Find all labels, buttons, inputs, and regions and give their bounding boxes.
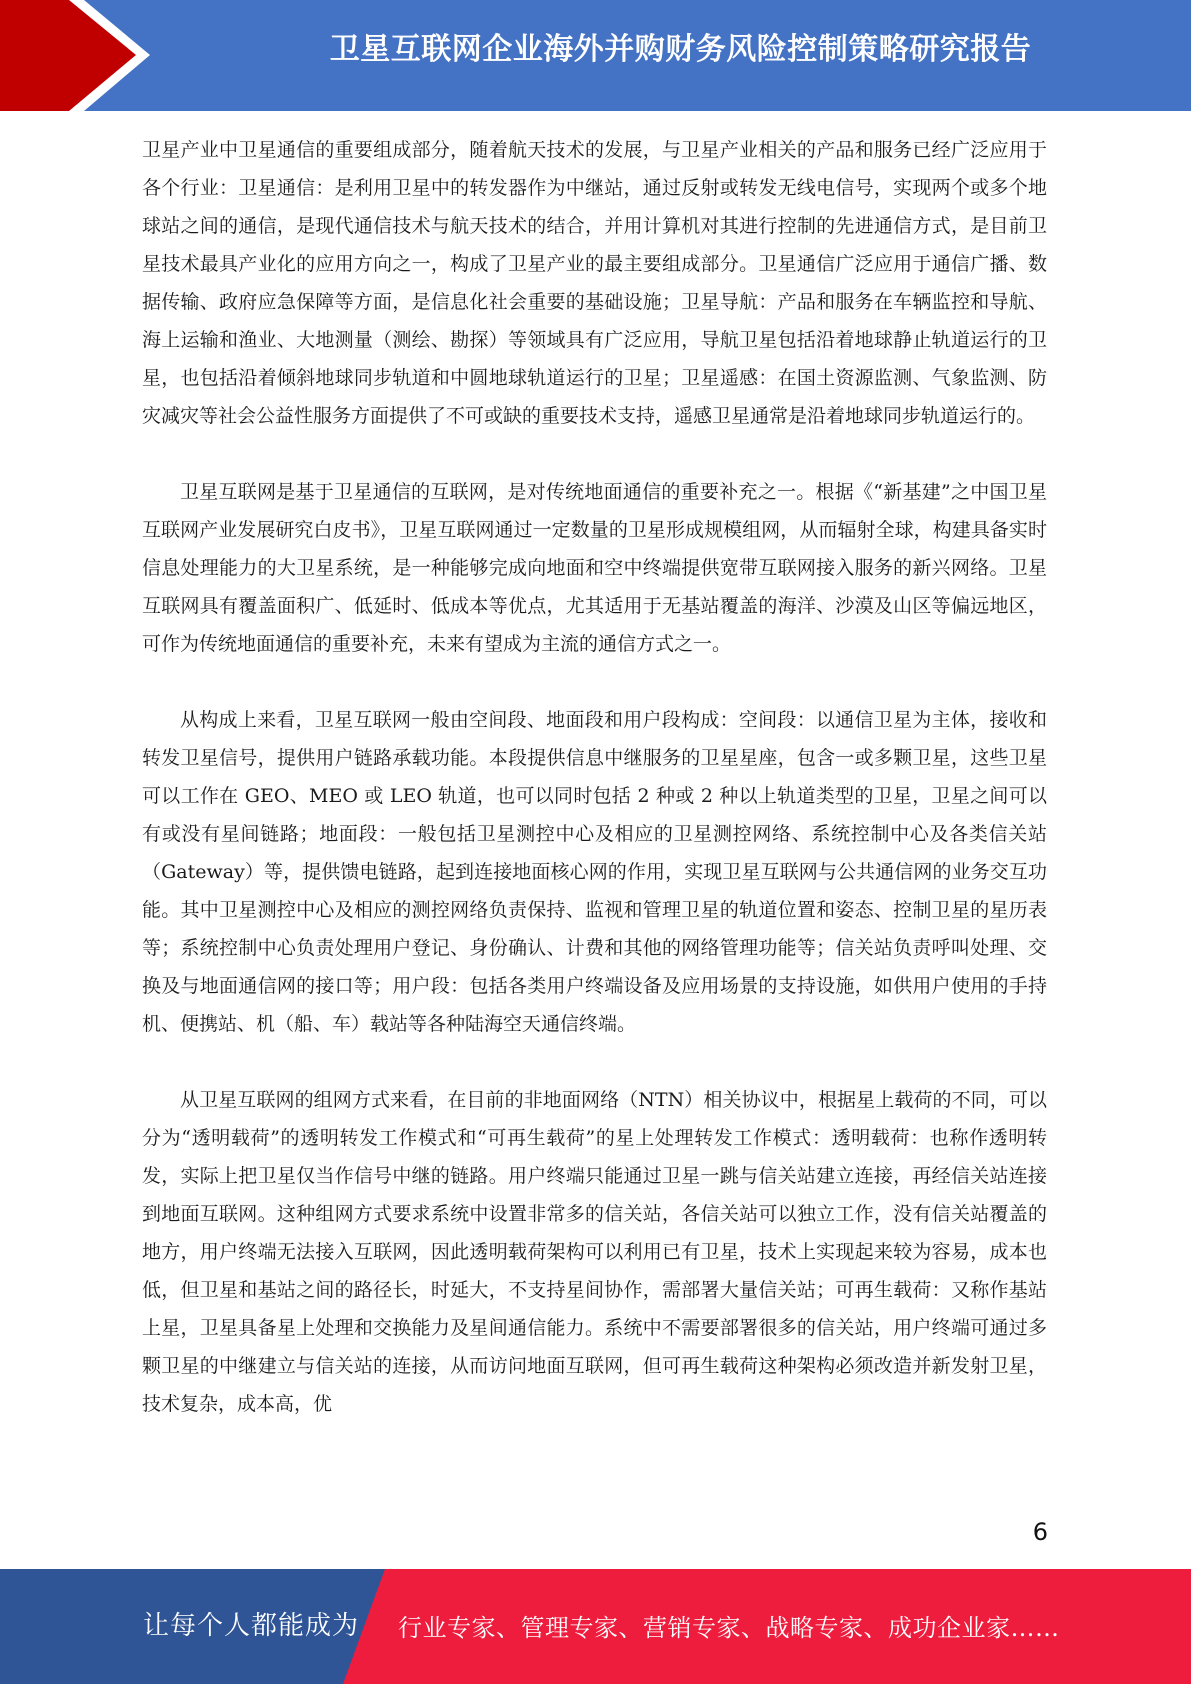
page-header bbox=[0, 0, 1191, 111]
paragraph-satellite-internet: 卫星互联网是基于卫星通信的互联网，是对传统地面通信的重要补充之一。根据《“新基建”之中国卫星互联网产业发展研究白皮书》，卫星互联网通过一定数量的卫星形成规模组网，从而辐射全球，构建具备实时信息处理能力的大卫星系统，是一种能够完成向地面和空中终端提供宽带互联网接入服务的新兴网络。卫星互联网具有覆盖面积广、低延时、低成本等优点，尤其适用于无基站覆盖的海洋、沙漠及山区等偏远地区，可作为传统地面通信的重要补充，未来有望成为主流的通信方式之一。 bbox=[142, 481, 1047, 655]
page-footer bbox=[0, 1569, 1191, 1684]
page-number: 6 bbox=[1032, 1518, 1048, 1546]
paragraph-network-composition: 从构成上来看，卫星互联网一般由空间段、地面段和用户段构成：空间段：以通信卫星为主体，接收和转发卫星信号，提供用户链路承载功能。本段提供信息中继服务的卫星星座，包含一或多颗卫星，这些卫星可以工作在 GEO、MEO 或 LEO 轨道，也可以同时包括 2 种或 2 种以上轨道类型的卫星，卫星之间可以有或没有星间链路；地面段：一般包括卫星测控中心及相应的卫星测控网络、系统控制中心及各类信关站（Gateway）等，提供馈电链路，起到连接地面核心网的作用，实现卫星互联网与公共通信网的业务交互功能。其中卫星测控中心及相应的测控网络负责保持、监视和管理卫星的轨道位置和姿态、控制卫星的星历表等；系统控制中心负责处理用户登记、身份确认、计费和其他的网络管理功能等；信关站负责呼叫处理、交换及与地面通信网的接口等；用户段：包括各类用户终端设备及应用场景的支持设施，如供用户使用的手持机、便携站、机（船、车）载站等各种陆海空天通信终端。 bbox=[142, 709, 1047, 1035]
header-chevron-icon bbox=[0, 0, 160, 111]
footer-slogan-roles: 行业专家、管理专家、营销专家、战略专家、成功企业家…… bbox=[398, 1614, 1060, 1642]
document-title: 卫星互联网企业海外并购财务风险控制策略研究报告 bbox=[329, 32, 1032, 67]
header-chevron-fill bbox=[0, 0, 136, 111]
report-body bbox=[142, 131, 1047, 1423]
paragraph-satellite-industry: 卫星产业中卫星通信的重要组成部分，随着航天技术的发展，与卫星产业相关的产品和服务已经广泛应用于各个行业：卫星通信：是利用卫星中的转发器作为中继站，通过反射或转发无线电信号，实现两个或多个地球站之间的通信，是现代通信技术与航天技术的结合，并用计算机对其进行控制的先进通信方式，是目前卫星技术最具产业化的应用方向之一，构成了卫星产业的最主要组成部分。卫星通信广泛应用于通信广播、数据传输、政府应急保障等方面，是信息化社会重要的基础设施；卫星导航：产品和服务在车辆监控和导航、海上运输和渔业、大地测量（测绘、勘探）等领域具有广泛应用，导航卫星包括沿着地球静止轨道运行的卫星，也包括沿着倾斜地球同步轨道和中圆地球轨道运行的卫星；卫星遥感：在国土资源监测、气象监测、防灾减灾等社会公益性服务方面提供了不可或缺的重要技术支持，遥感卫星通常是沿着地球同步轨道运行的。 bbox=[142, 139, 1047, 427]
paragraph-networking-modes: 从卫星互联网的组网方式来看，在目前的非地面网络（NTN）相关协议中，根据星上载荷的不同，可以分为“透明载荷”的透明转发工作模式和“可再生载荷”的星上处理转发工作模式：透明载荷：也称作透明转发，实际上把卫星仅当作信号中继的链路。用户终端只能通过卫星一跳与信关站建立连接，再经信关站连接到地面互联网。这种组网方式要求系统中设置非常多的信关站，各信关站可以独立工作，没有信关站覆盖的地方，用户终端无法接入互联网，因此透明载荷架构可以利用已有卫星，技术上实现起来较为容易，成本也低，但卫星和基站之间的路径长，时延大，不支持星间协作，需部署大量信关站；可再生载荷：又称作基站上星，卫星具备星上处理和交换能力及星间通信能力。系统中不需要部署很多的信关站，用户终端可通过多颗卫星的中继建立与信关站的连接，从而访问地面互联网，但可再生载荷这种架构必须改造并新发射卫星，技术复杂，成本高，优 bbox=[142, 1089, 1047, 1415]
footer-slogan-lead: 让每个人都能成为 bbox=[143, 1611, 360, 1641]
